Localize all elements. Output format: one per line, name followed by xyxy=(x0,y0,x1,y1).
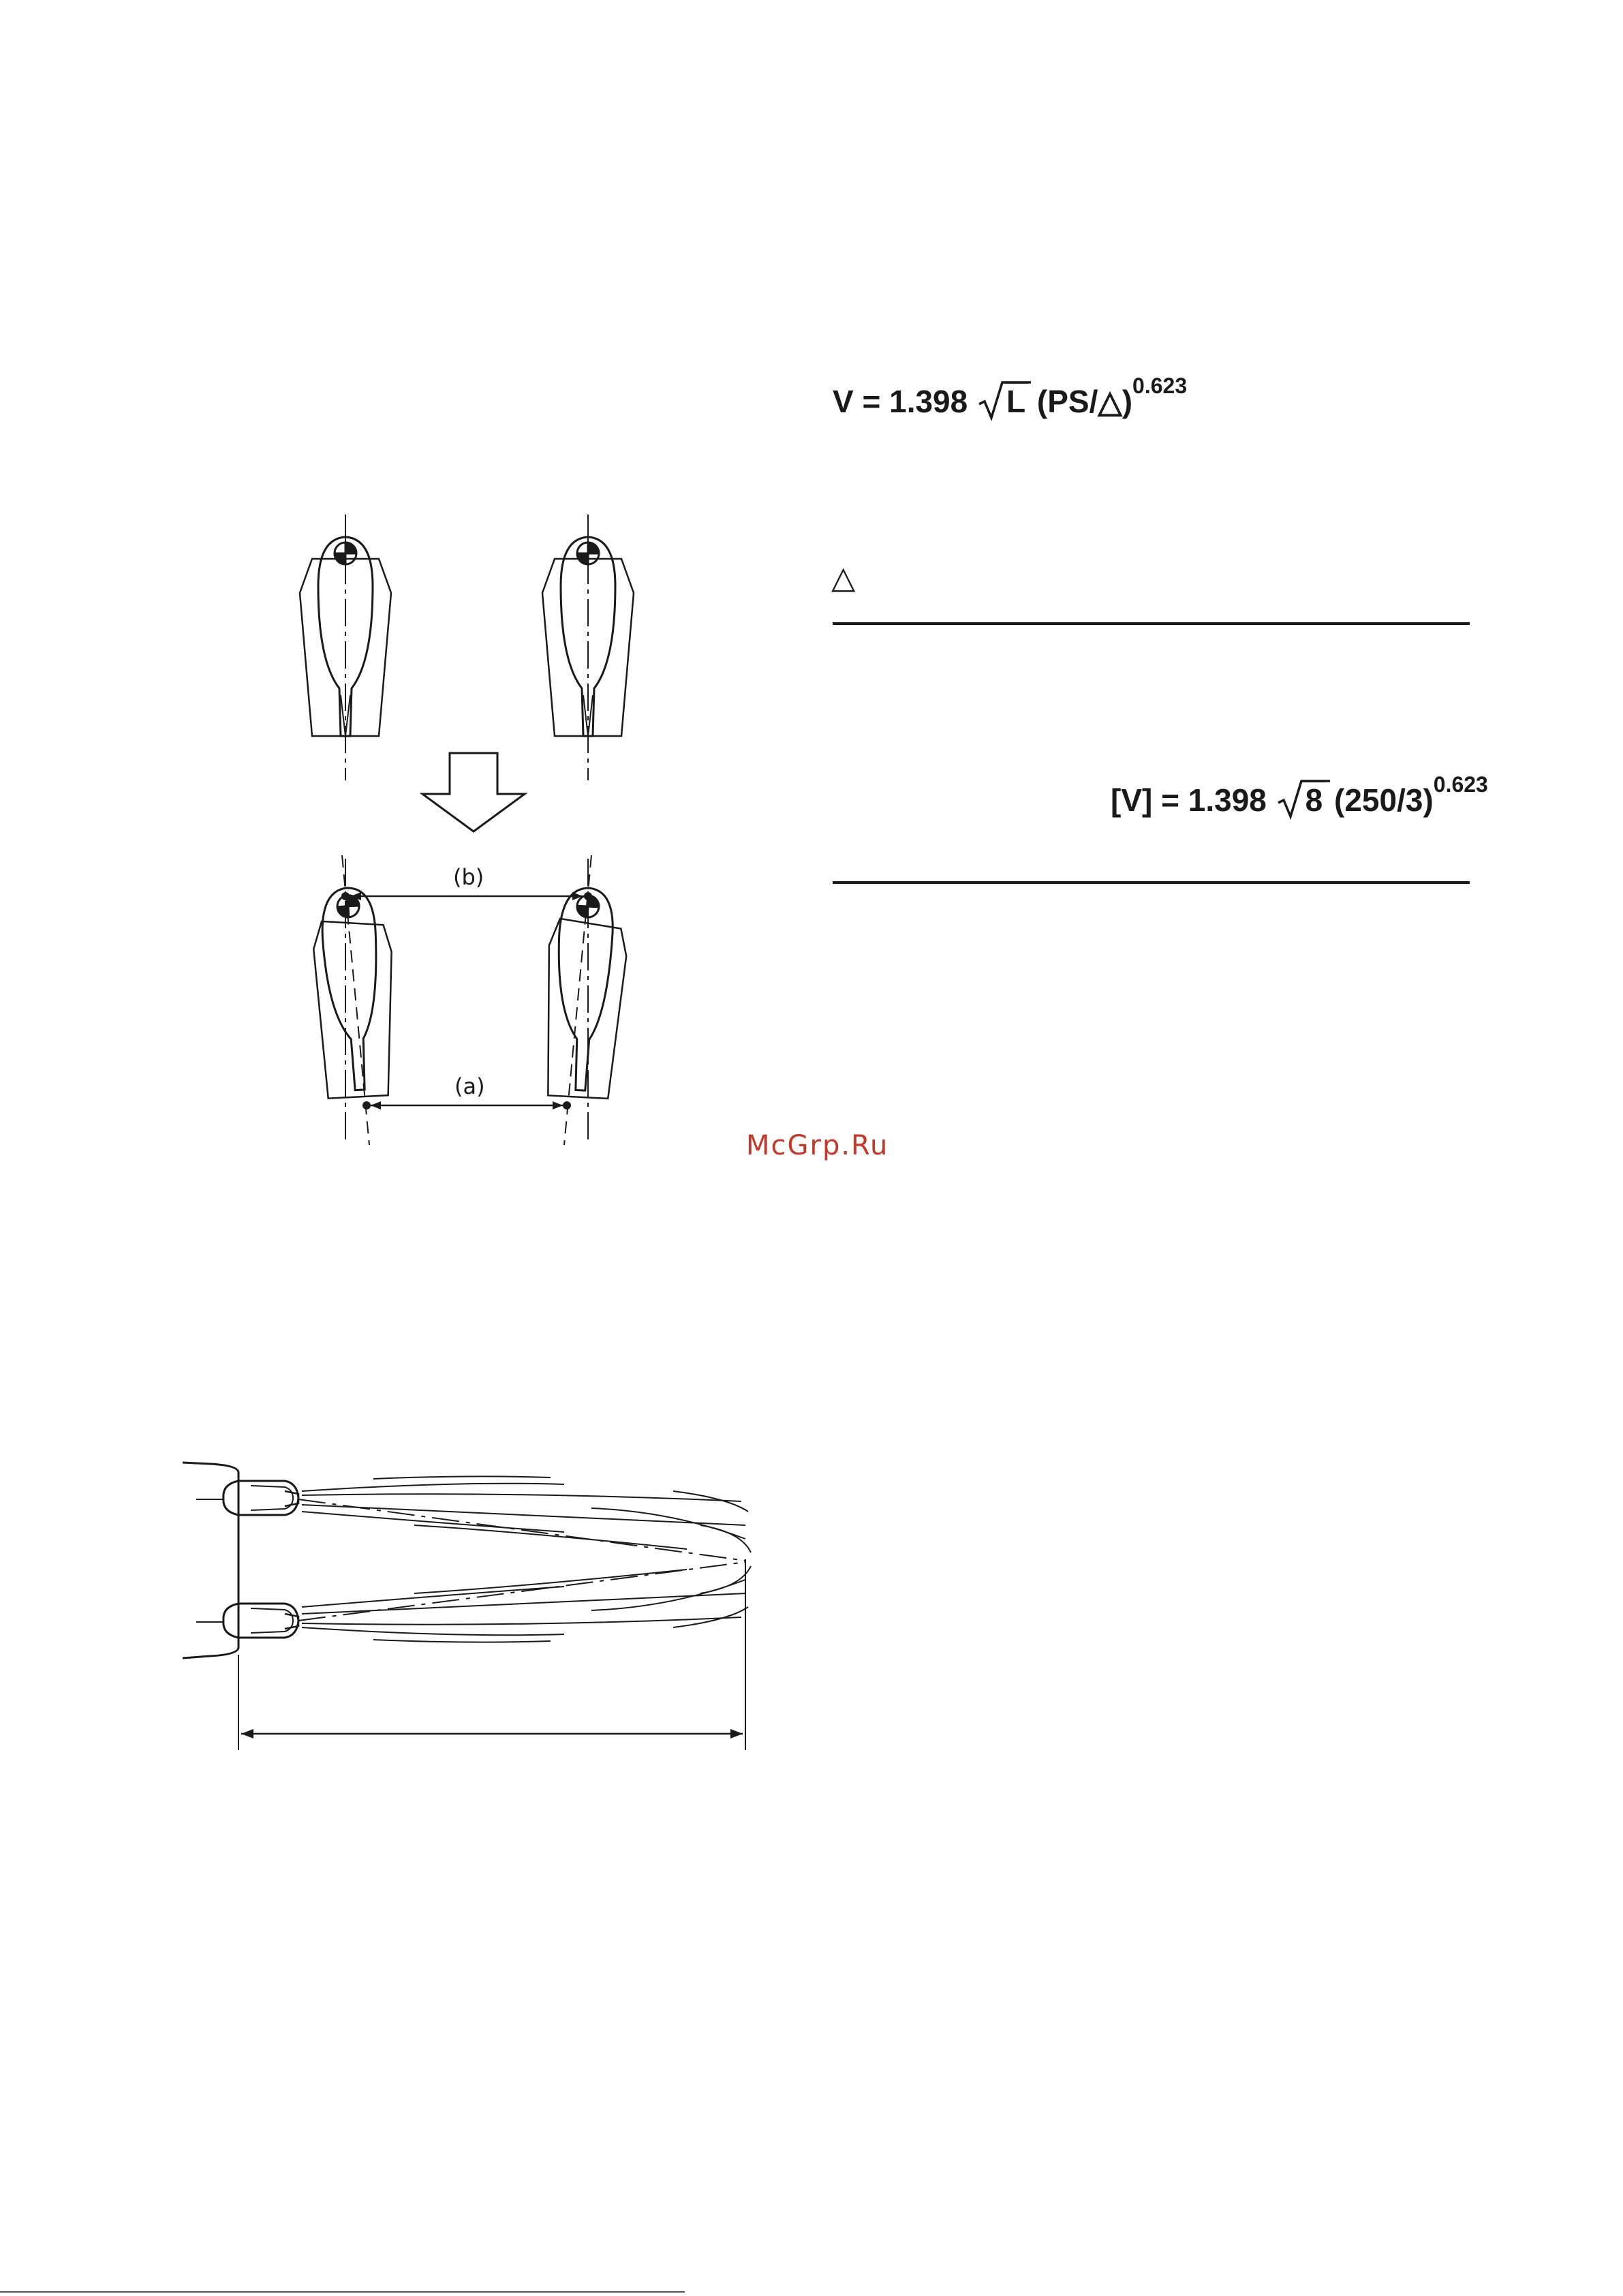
formula-example-lhs: [V] = 1.398 xyxy=(1111,782,1267,818)
down-arrow-icon xyxy=(422,753,525,831)
watermark: McGrp.Ru xyxy=(746,1130,889,1161)
formula-general-lhs: V = 1.398 xyxy=(833,384,968,419)
wake-lines xyxy=(302,1476,751,1642)
motor-top-view-lower xyxy=(196,1562,745,1638)
label-a: (a) xyxy=(454,1073,485,1099)
label-b: (b) xyxy=(453,864,484,890)
footer-rule xyxy=(0,2291,685,2293)
formula-general-rest: (PS/△) xyxy=(1036,384,1133,419)
sqrt-sign-icon xyxy=(1276,780,1303,821)
divider-top xyxy=(833,622,1470,625)
formula-example-radicand: 8 xyxy=(1303,780,1326,818)
motor-upper-left xyxy=(300,515,391,780)
divider-bottom xyxy=(833,881,1470,884)
motor-lower-left xyxy=(311,855,399,1145)
delta-symbol: △ xyxy=(831,560,856,595)
formula-example-rest: (250/3) xyxy=(1334,782,1434,818)
sqrt-sign-icon xyxy=(976,381,1004,422)
motor-upper-right xyxy=(542,515,634,780)
formula-general-radicand: L xyxy=(1004,382,1028,419)
formula-general-exponent: 0.623 xyxy=(1132,373,1188,398)
formula-general xyxy=(833,373,1187,422)
twin-engine-wake-diagram xyxy=(183,1450,769,1750)
formula-example xyxy=(1111,772,1488,821)
twin-engine-alignment-diagram xyxy=(293,511,661,1145)
motor-lower-right xyxy=(541,855,630,1145)
formula-example-exponent: 0.623 xyxy=(1433,772,1488,797)
